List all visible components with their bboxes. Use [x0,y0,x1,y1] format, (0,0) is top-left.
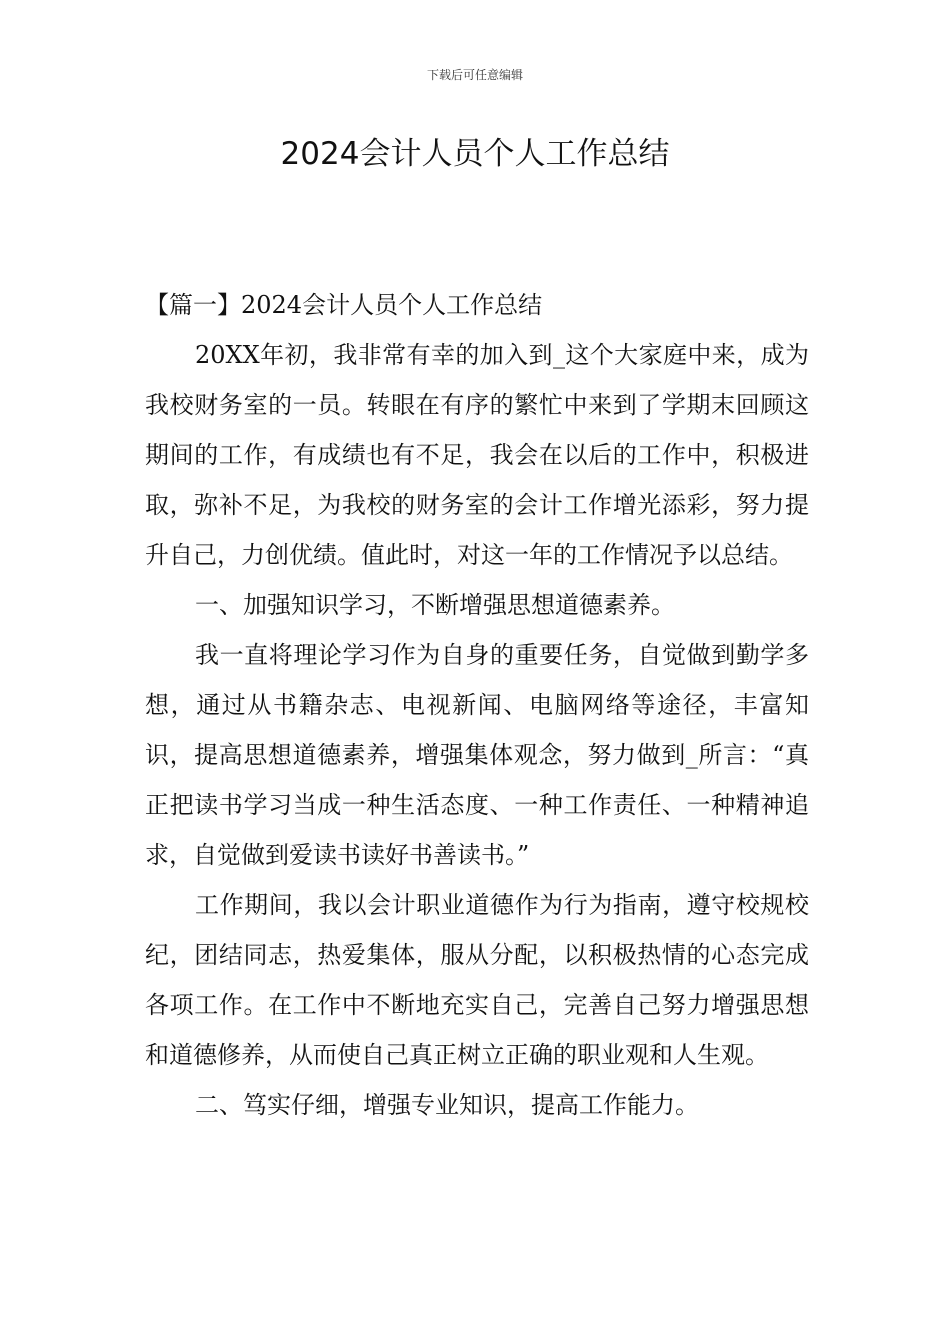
document-title: 2024会计人员个人工作总结 [280,136,670,172]
document-body [145,280,809,1130]
paragraph-ethics: 工作期间，我以会计职业道德作为行为指南，遵守校规校纪，团结同志，热爱集体，服从分配，以积极热情的心态完成各项工作。在工作中不断地充实自己，完善自己努力增强思想和道德修养，从而使自己真正树立正确的职业观和人生观。 [145,891,809,1069]
header-note: 下载后可任意编辑 [426,68,523,82]
paragraph-intro: 20XX年初，我非常有幸的加入到_这个大家庭中来，成为我校财务室的一员。转眼在有序的繁忙中来到了学期末回顾这期间的工作，有成绩也有不足，我会在以后的工作中，积极进取，弥补不足，为我校的财务室的会计工作增光添彩，努力提升自己，力创优绩。值此时，对这一年的工作情况予以总结。 [145,341,809,569]
section-title: 【篇一】2024会计人员个人工作总结 [145,291,543,319]
paragraph-study: 我一直将理论学习作为自身的重要任务，自觉做到勤学多想，通过从书籍杂志、电视新闻、电脑网络等途径，丰富知识，提高思想道德素养，增强集体观念，努力做到_所言：“真正把读书学习当成一种生活态度、一种工作责任、一种精神追求，自觉做到爱读书读好书善读书。” [145,641,809,869]
section-heading-2: 二、笃实仔细，增强专业知识，提高工作能力。 [195,1091,699,1119]
section-heading-1: 一、加强知识学习，不断增强思想道德素养。 [195,591,675,619]
